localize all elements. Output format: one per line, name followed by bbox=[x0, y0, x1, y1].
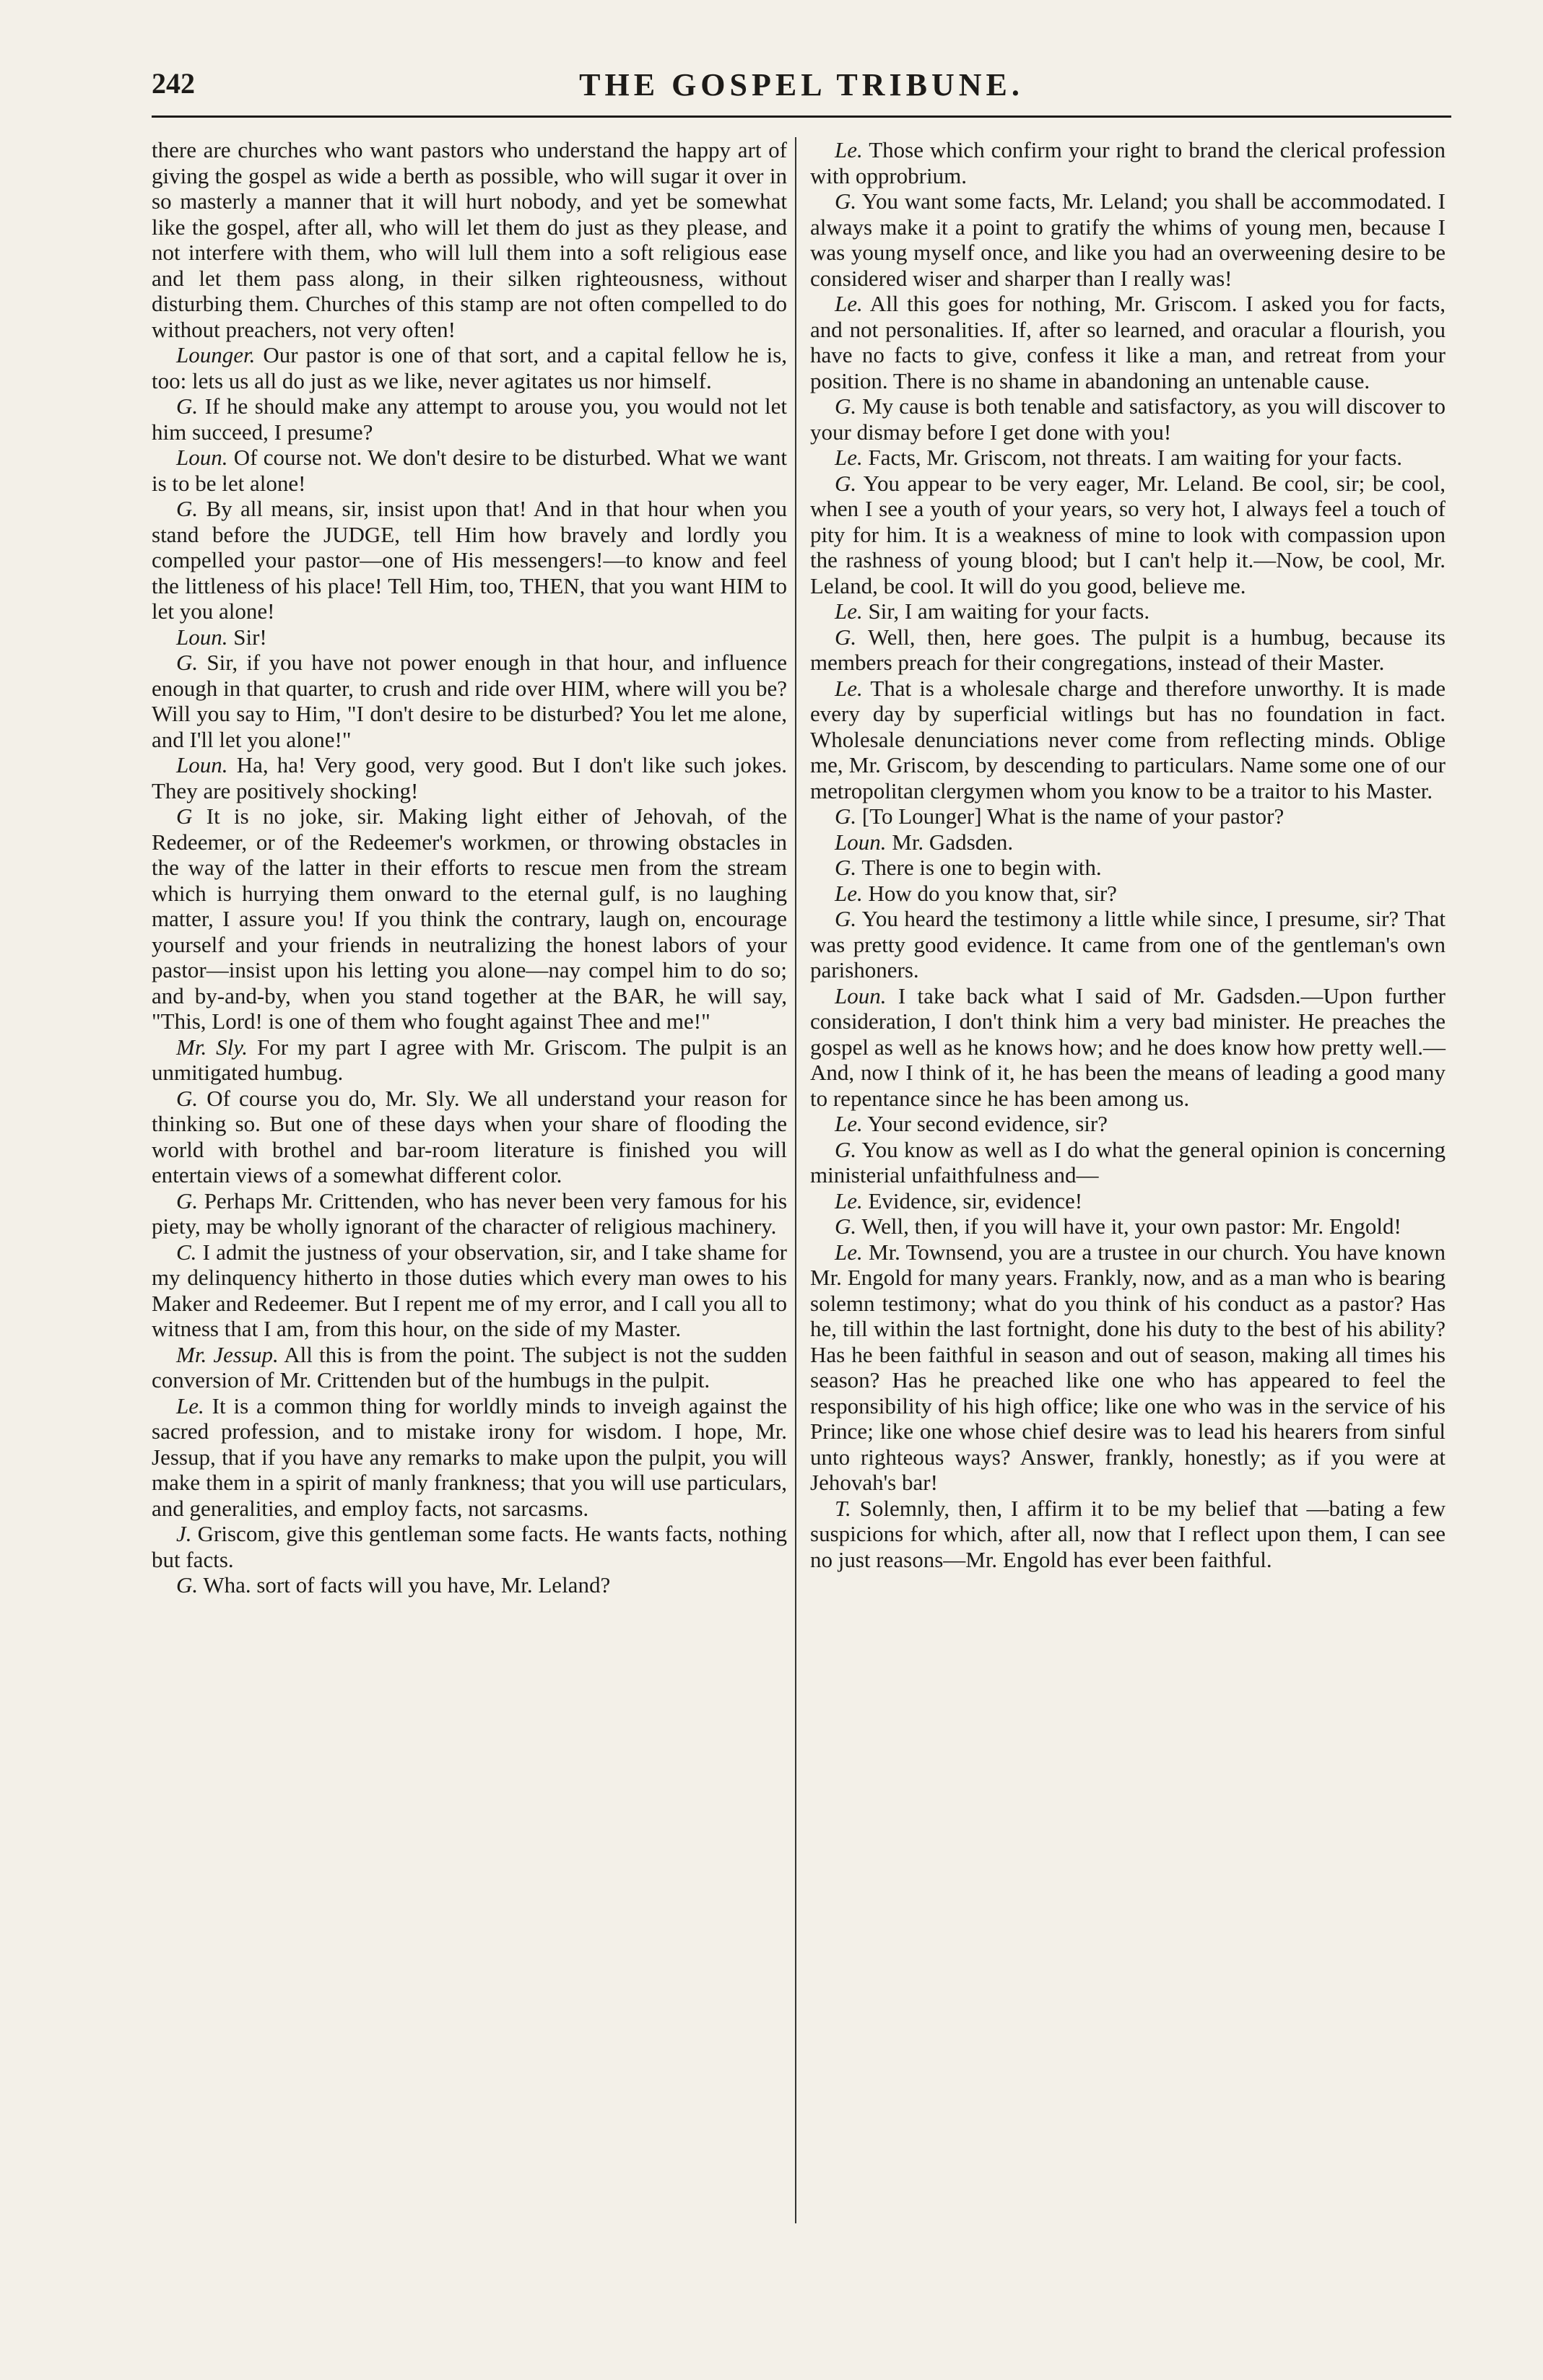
speaker-label: Loun. bbox=[176, 624, 228, 650]
dialogue-paragraph bbox=[152, 650, 787, 752]
dialogue-paragraph bbox=[810, 445, 1446, 471]
dialogue-paragraph bbox=[810, 829, 1446, 855]
dialogue-paragraph bbox=[152, 1521, 787, 1572]
speaker-label: Le. bbox=[835, 1111, 863, 1136]
paragraph-text: Griscom, give this gentleman some facts. He wants facts, nothing but facts. bbox=[152, 1521, 787, 1572]
dialogue-paragraph bbox=[152, 393, 787, 445]
paragraph-text: That is a wholesale charge and therefore unworthy. It is made every day by superficial witlings but has no foundation in fact. Wholesale denunciations never come from reflecting minds. Oblige me, Mr. Griscom, by descending to particulars. Name some one of our metropolitan clergymen whom you know to be a traitor to his Master. bbox=[810, 675, 1446, 803]
dialogue-paragraph bbox=[152, 1572, 787, 1598]
dialogue-paragraph bbox=[810, 471, 1446, 599]
dialogue-paragraph bbox=[152, 137, 787, 342]
paragraph-text: All this goes for nothing, Mr. Griscom. I asked you for facts, and not personalities. If, after so learned, and oracular a flourish, you have no facts to give, confess it like a man, and retreat from your position. There is no shame in abandoning an untenable cause. bbox=[810, 291, 1446, 393]
paragraph-text: Those which confirm your right to brand the clerical profession with opprobrium. bbox=[810, 137, 1446, 188]
speaker-label: Mr. Sly. bbox=[176, 1034, 248, 1060]
speaker-label: Le. bbox=[835, 137, 863, 162]
speaker-label: G. bbox=[835, 1136, 857, 1162]
dialogue-paragraph bbox=[152, 1393, 787, 1522]
speaker-label: Le. bbox=[835, 675, 863, 701]
dialogue-paragraph bbox=[810, 855, 1446, 881]
dialogue-paragraph bbox=[810, 188, 1446, 291]
right-column bbox=[810, 137, 1446, 1572]
paragraph-text: All this is from the point. The subject is not the sudden conversion of Mr. Crittenden but of the humbugs in the pulpit. bbox=[152, 1341, 787, 1392]
speaker-label: Lounger. bbox=[176, 342, 256, 367]
header-rule bbox=[152, 115, 1451, 118]
speaker-label: G. bbox=[835, 393, 857, 419]
column-divider bbox=[795, 137, 796, 2223]
paragraph-text: My cause is both tenable and satisfactory, as you will discover to your dismay before I get done with you! bbox=[810, 393, 1446, 445]
dialogue-paragraph bbox=[152, 803, 787, 1034]
speaker-label: G. bbox=[176, 1085, 199, 1111]
speaker-label: Le. bbox=[835, 1239, 863, 1265]
speaker-label: Le. bbox=[176, 1392, 204, 1418]
dialogue-paragraph bbox=[810, 1239, 1446, 1496]
paragraph-text: You want some facts, Mr. Leland; you shall be accommodated. I always make it a point to gratify the whims of young men, because I was young myself once, and like you had an overweening desire to be considered wiser and sharper than I really was! bbox=[810, 188, 1446, 291]
speaker-label: G. bbox=[176, 393, 199, 419]
speaker-label: Le. bbox=[835, 291, 863, 316]
page-number: 242 bbox=[152, 67, 195, 100]
paragraph-text: Perhaps Mr. Crittenden, who has never been very famous for his piety, may be wholly ignorant of the character of religious machinery. bbox=[152, 1187, 788, 1239]
paragraph-text: Well, then, if you will have it, your own pastor: Mr. Engold! bbox=[861, 1213, 1401, 1239]
speaker-label: G. bbox=[835, 855, 857, 880]
paragraph-text: Sir, I am waiting for your facts. bbox=[868, 598, 1150, 624]
dialogue-paragraph bbox=[810, 983, 1446, 1112]
dialogue-paragraph bbox=[810, 906, 1446, 983]
dialogue-paragraph bbox=[810, 1111, 1446, 1137]
paragraph-text: There is one to begin with. bbox=[861, 855, 1102, 880]
dialogue-paragraph bbox=[152, 1034, 787, 1086]
paragraph-text: I take back what I said of Mr. Gadsden.—Upon further consideration, I don't think him a very bad minister. He preaches the gospel as well as he knows how; and he does know how pretty well.—And, now I think of it, he has been the means of leading a good many to repentance since he has been among us. bbox=[810, 982, 1446, 1111]
paragraph-text: You heard the testimony a little while since, I presume, sir? That was pretty good evidence. It came from one of the gentleman's own parishoners. bbox=[810, 906, 1446, 982]
dialogue-paragraph bbox=[152, 1086, 787, 1188]
paragraph-text: Sir! bbox=[233, 624, 267, 650]
paragraph-text: By all means, sir, insist upon that! And in that hour when you stand before the JUDGE, tell Him how bravely and lordly you compelled your pastor—one of His messengers!—to know and feel the littleness of his place! Tell Him, too, THEN, that you want HIM to let you alone! bbox=[152, 496, 787, 624]
speaker-label: J. bbox=[176, 1521, 192, 1546]
dialogue-paragraph bbox=[152, 1239, 787, 1342]
paragraph-text: Well, then, here goes. The pulpit is a humbug, because its members preach for their congregations, instead of their Master. bbox=[810, 624, 1446, 675]
speaker-label: Le. bbox=[835, 445, 863, 470]
paragraph-text: Of course not. We don't desire to be disturbed. What we want is to be let alone! bbox=[152, 445, 787, 496]
dialogue-paragraph bbox=[152, 445, 787, 496]
speaker-label: G. bbox=[835, 470, 857, 496]
speaker-label: Loun. bbox=[835, 982, 887, 1008]
paragraph-text: Ha, ha! Very good, very good. But I don't like such jokes. They are positively shocking! bbox=[152, 752, 788, 803]
speaker-label: C. bbox=[176, 1239, 197, 1265]
paragraph-text: Solemnly, then, I affirm it to be my belief that —bating a few suspicions for which, after all, now that I reflect upon them, I can see no just reasons—Mr. Engold has ever been faithful. bbox=[810, 1495, 1446, 1572]
dialogue-paragraph bbox=[810, 676, 1446, 804]
speaker-label: G. bbox=[835, 188, 857, 214]
speaker-label: G. bbox=[176, 496, 199, 521]
speaker-label: T. bbox=[835, 1495, 851, 1521]
page-header bbox=[152, 66, 1451, 117]
paragraph-text: Sir, if you have not power enough in that hour, and influence enough in that quarter, to crush and ride over HIM, where will you be? Will you say to Him, "I don't desire to be disturbed? You let me alone, and I'll let you alone!" bbox=[152, 650, 788, 752]
speaker-label: Loun. bbox=[176, 445, 228, 470]
speaker-label: G bbox=[176, 803, 193, 829]
paragraph-text: Wha. sort of facts will you have, Mr. Leland? bbox=[203, 1572, 611, 1597]
paragraph-text: It is no joke, sir. Making light either of Jehovah, of the Redeemer, or of the Redeemer's workmen, or throwing obstacles in the way of the latter in their efforts to rescue men from the stream which is hurrying them onward to the eternal gulf, is no laughing matter, I assure you! If you think the contrary, laugh on, encourage yourself and your friends in neutralizing the honest labors of your pastor—insist upon his letting you alone—nay compel him to do so; and by-and-by, when you stand together at the BAR, he will say, "This, Lord! is one of them who fought against Thee and me!" bbox=[152, 803, 788, 1034]
paragraph-text: It is a common thing for worldly minds to inveigh against the sacred profession, and to mistake irony for wisdom. I hope, Mr. Jessup, that if you have any remarks to make upon the pulpit, you will make them in a spirit of manly frankness; that you will use particulars, and generalities, and employ facts, not sarcasms. bbox=[152, 1392, 788, 1521]
speaker-label: Le. bbox=[835, 1187, 863, 1213]
speaker-label: Loun. bbox=[176, 752, 228, 777]
paragraph-text: Our pastor is one of that sort, and a capital fellow he is, too: lets us all do just as we like, never agitates us nor himself. bbox=[152, 342, 788, 393]
dialogue-paragraph bbox=[152, 624, 787, 650]
speaker-label: G. bbox=[835, 906, 857, 931]
speaker-label: G. bbox=[176, 1187, 199, 1213]
paragraph-text: there are churches who want pastors who understand the happy art of giving the gospel as wide a berth as possible, who will sugar it over in so masterly a manner that it will hurt nobody, and yet be somewhat like the gospel, after all, who will let them do just as they please, and not interfere with them, who will lull them into a soft religious ease and let them pass along, in their silken righteousness, without disturbing them. Churches of this stamp are not often compelled to do without preachers, not very often! bbox=[152, 137, 787, 342]
speaker-label: G. bbox=[835, 624, 857, 650]
dialogue-paragraph bbox=[810, 1188, 1446, 1214]
speaker-label: G. bbox=[176, 1572, 199, 1597]
paragraph-text: You appear to be very eager, Mr. Leland. Be cool, sir; be cool, when I see a youth of your years, so very hot, I always feel a touch of pity for him. It is a weakness of mine to look with compassion upon the rashness of young blood; but I can't help it.—Now, be cool, Mr. Leland, be cool. It will do you good, believe me. bbox=[810, 470, 1446, 598]
speaker-label: G. bbox=[835, 803, 857, 829]
speaker-label: G. bbox=[835, 1213, 857, 1239]
paragraph-text: I admit the justness of your observation, sir, and I take shame for my delinquency hitherto in those duties which every man owes to his Maker and Redeemer. But I repent me of my error, and I call you all to witness that I am, from this hour, on the side of my Master. bbox=[152, 1239, 788, 1341]
dialogue-paragraph bbox=[810, 881, 1446, 907]
running-title: THE GOSPEL TRIBUNE. bbox=[579, 67, 1024, 103]
speaker-label: G. bbox=[176, 650, 199, 675]
left-column bbox=[152, 137, 787, 1598]
dialogue-paragraph bbox=[152, 1342, 787, 1393]
speaker-label: Mr. Jessup. bbox=[176, 1341, 279, 1367]
speaker-label: Le. bbox=[835, 598, 863, 624]
dialogue-paragraph bbox=[810, 1213, 1446, 1239]
dialogue-paragraph bbox=[810, 1137, 1446, 1188]
paragraph-text: Evidence, sir, evidence! bbox=[868, 1187, 1083, 1213]
paragraph-text: If he should make any attempt to arouse you, you would not let him succeed, I presume? bbox=[152, 393, 788, 445]
paragraph-text: For my part I agree with Mr. Griscom. The pulpit is an unmitigated humbug. bbox=[152, 1034, 787, 1085]
dialogue-paragraph bbox=[152, 496, 787, 624]
paragraph-text: Mr. Gadsden. bbox=[892, 829, 1014, 855]
dialogue-paragraph bbox=[152, 342, 787, 393]
dialogue-paragraph bbox=[810, 291, 1446, 393]
paragraph-text: [To Lounger] What is the name of your pastor? bbox=[861, 803, 1285, 829]
dialogue-paragraph bbox=[810, 137, 1446, 188]
speaker-label: Le. bbox=[835, 880, 863, 906]
paragraph-text: Mr. Townsend, you are a trustee in our church. You have known Mr. Engold for many years. Frankly, now, and as a man who is bearing solemn testimony; what do you think of his conduct as a pastor? Has he, till within the last fortnight, done his duty to the best of his ability? Has he been faithful in season and out of season, making all times his season? Has he preached like one who has appeared to feel the responsibility of his high office; like one who was in the service of his Prince; like one whose chief desire was to lead his hearers from sinful unto righteous ways? Answer, frankly, honestly; as if you were at Jehovah's bar! bbox=[810, 1239, 1446, 1495]
dialogue-paragraph bbox=[152, 752, 787, 803]
speaker-label: Loun. bbox=[835, 829, 887, 855]
paragraph-text: How do you know that, sir? bbox=[868, 880, 1117, 906]
dialogue-paragraph bbox=[810, 624, 1446, 676]
paragraph-text: You know as well as I do what the general opinion is concerning ministerial unfaithfulness and— bbox=[810, 1136, 1446, 1187]
dialogue-paragraph bbox=[810, 598, 1446, 624]
dialogue-paragraph bbox=[810, 1496, 1446, 1573]
paragraph-text: Facts, Mr. Griscom, not threats. I am waiting for your facts. bbox=[868, 445, 1403, 470]
dialogue-paragraph bbox=[152, 1188, 787, 1239]
dialogue-paragraph bbox=[810, 393, 1446, 445]
dialogue-paragraph bbox=[810, 803, 1446, 829]
paragraph-text: Your second evidence, sir? bbox=[867, 1111, 1108, 1136]
paragraph-text: Of course you do, Mr. Sly. We all understand your reason for thinking so. But one of these days when your share of flooding the world with brothel and bar-room literature is finished you will entertain views of a somewhat different color. bbox=[152, 1085, 787, 1187]
